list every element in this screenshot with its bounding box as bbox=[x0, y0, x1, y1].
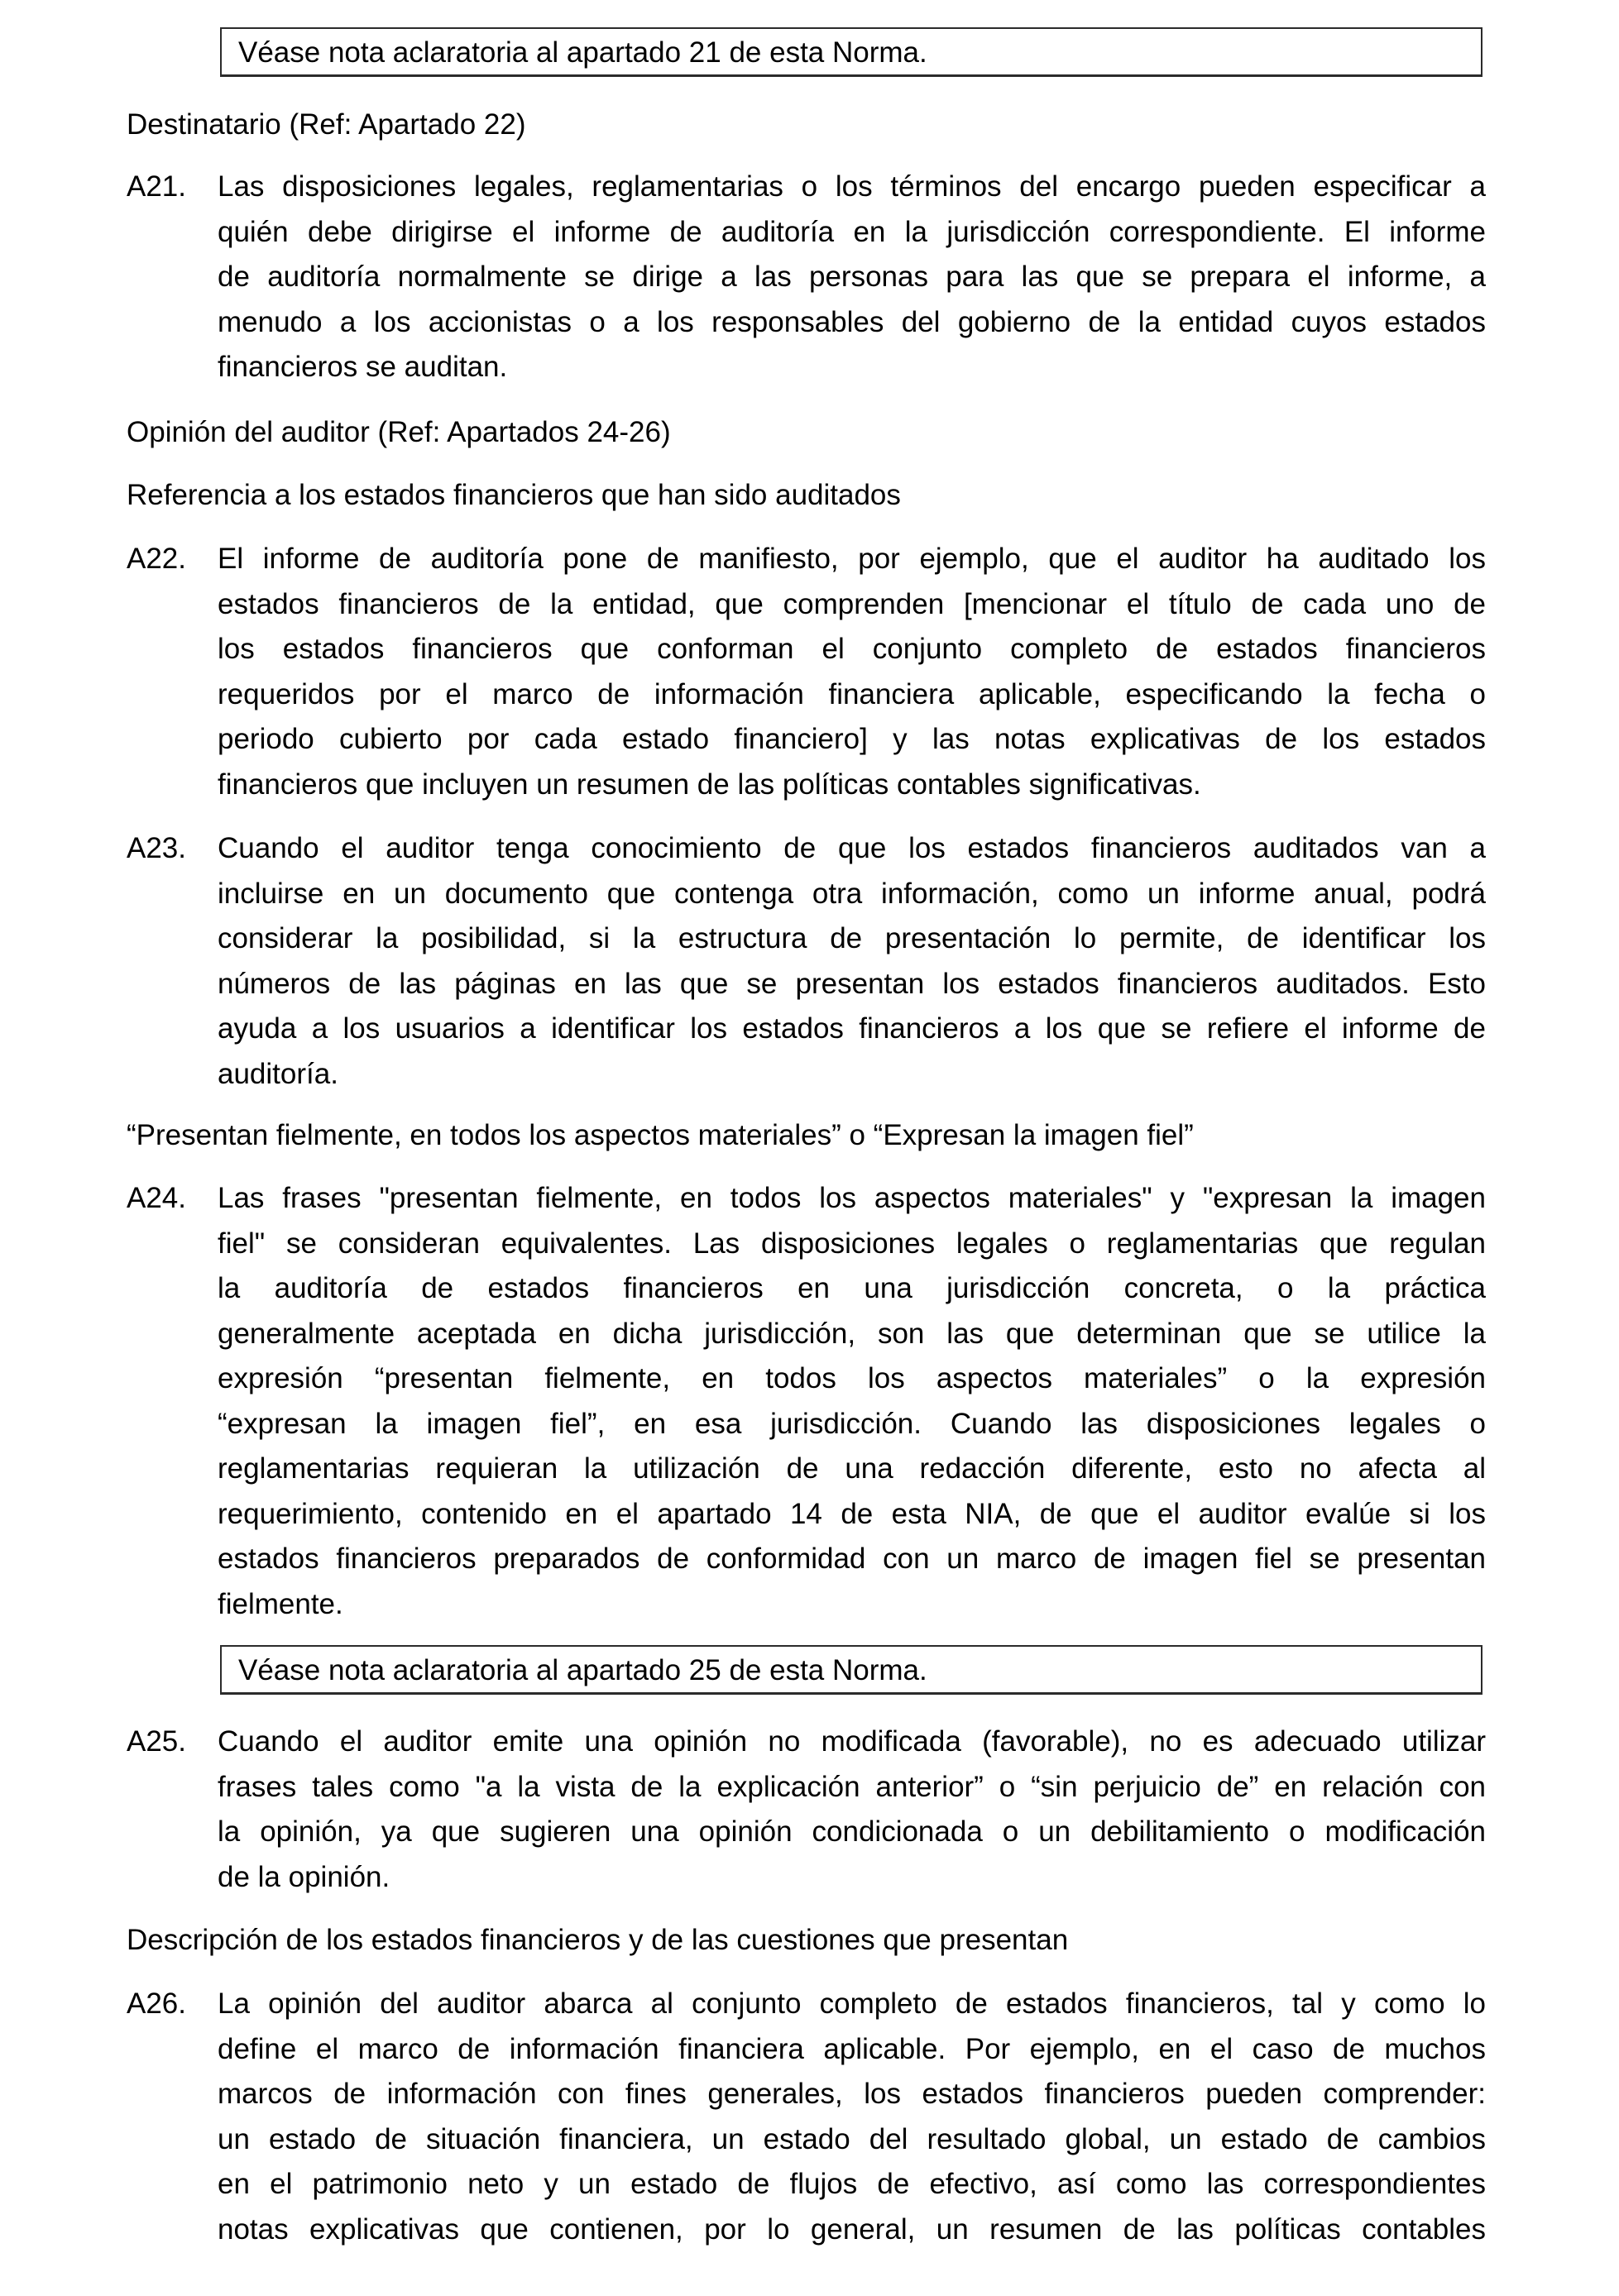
note-box-apartado-25 bbox=[220, 1645, 1482, 1695]
text-line: auditoría. bbox=[218, 1057, 338, 1090]
text-line: Las frases "presentan fielmente, en todos los aspectos materiales" y "expresan la imagen bbox=[218, 1182, 1486, 1214]
text-line: considerar la posibilidad, si la estructura de presentación lo permite, de identificar los bbox=[218, 922, 1486, 954]
text-line: notas explicativas que contienen, por lo general, un resumen de las políticas contables bbox=[218, 2212, 1486, 2246]
text-line: quién debe dirigirse el informe de auditoría en la jurisdicción correspondiente. El informe bbox=[218, 215, 1486, 248]
paragraph-number: A21. bbox=[127, 170, 186, 203]
heading-descripcion: Descripción de los estados financieros y de las cuestiones que presentan bbox=[127, 1924, 1069, 1956]
paragraph-body bbox=[218, 1176, 1486, 1627]
paragraph-number: A25. bbox=[127, 1725, 186, 1758]
text-line: de la opinión. bbox=[218, 1860, 390, 1893]
paragraph-number: A23. bbox=[127, 832, 186, 864]
text-line: ayuda a los usuarios a identificar los estados financieros a los que se refiere el informe de bbox=[218, 1012, 1486, 1045]
text-line: fielmente. bbox=[218, 1587, 343, 1620]
text-line: estados financieros preparados de conformidad con un marco de imagen fiel se presentan bbox=[218, 1543, 1486, 1575]
text-line: define el marco de información financiera aplicable. Por ejemplo, en el caso de muchos bbox=[218, 2032, 1486, 2065]
text-line: números de las páginas en las que se presentan los estados financieros auditados. Esto bbox=[218, 967, 1486, 1000]
text-line: El informe de auditoría pone de manifiesto, por ejemplo, que el auditor ha auditado los bbox=[218, 543, 1486, 575]
paragraph-body bbox=[218, 826, 1486, 1097]
text-line: “expresan la imagen fiel”, en esa jurisdicción. Cuando las disposiciones legales o bbox=[218, 1407, 1486, 1440]
text-line: estados financieros de la entidad, que comprenden [mencionar el título de cada uno de bbox=[218, 587, 1486, 620]
text-line: requeridos por el marco de información financiera aplicable, especificando la fecha o bbox=[218, 677, 1486, 710]
paragraph-number: A26. bbox=[127, 1987, 186, 2020]
text-line: financieros que incluyen un resumen de las políticas contables significativas. bbox=[218, 768, 1201, 801]
text-line: Cuando el auditor emite una opinión no modificada (favorable), no es adecuado utilizar bbox=[218, 1725, 1486, 1758]
heading-destinatario: Destinatario (Ref: Apartado 22) bbox=[127, 108, 526, 141]
text-line: periodo cubierto por cada estado financiero] y las notas explicativas de los estados bbox=[218, 723, 1486, 755]
paragraph-number: A24. bbox=[127, 1182, 186, 1214]
text-line: reglamentarias requieran la utilización de una redacción diferente, esto no afecta al bbox=[218, 1452, 1486, 1485]
text-line: menudo a los accionistas o a los responsables del gobierno de la entidad cuyos estados bbox=[218, 305, 1486, 338]
text-line: Las disposiciones legales, reglamentarias o los términos del encargo pueden especificar a bbox=[218, 170, 1486, 203]
text-line: fiel" se consideran equivalentes. Las disposiciones legales o reglamentarias que regulan bbox=[218, 1227, 1486, 1260]
paragraph-body bbox=[218, 1720, 1486, 1900]
paragraph-number: A22. bbox=[127, 543, 186, 575]
text-line: Cuando el auditor tenga conocimiento de que los estados financieros auditados van a bbox=[218, 832, 1486, 864]
text-line: incluirse en un documento que contenga otra información, como un informe anual, podrá bbox=[218, 877, 1486, 910]
text-line: la auditoría de estados financieros en una jurisdicción concreta, o la práctica bbox=[218, 1272, 1486, 1304]
text-line: los estados financieros que conforman el conjunto completo de estados financieros bbox=[218, 633, 1486, 665]
text-line: expresión “presentan fielmente, en todos los aspectos materiales” o la expresión bbox=[218, 1362, 1486, 1394]
text-line: requerimiento, contenido en el apartado 14 de esta NIA, de que el auditor evalúe si los bbox=[218, 1497, 1486, 1530]
paragraph-body bbox=[218, 537, 1486, 807]
text-line: un estado de situación financiera, un estado del resultado global, un estado de cambios bbox=[218, 2122, 1486, 2155]
paragraph-body bbox=[218, 1982, 1486, 2252]
heading-opinion: Opinión del auditor (Ref: Apartados 24-26) bbox=[127, 416, 671, 448]
text-line: La opinión del auditor abarca al conjunto completo de estados financieros, tal y como lo bbox=[218, 1987, 1486, 2020]
note-text: Véase nota aclaratoria al apartado 25 de esta Norma. bbox=[238, 1654, 927, 1686]
text-line: financieros se auditan. bbox=[218, 351, 508, 383]
text-line: marcos de información con fines generales, los estados financieros pueden comprender: bbox=[218, 2078, 1486, 2110]
text-line: frases tales como "a la vista de la explicación anterior” o “sin perjuicio de” en relación con bbox=[218, 1770, 1486, 1803]
text-line: la opinión, ya que sugieren una opinión condicionada o un debilitamiento o modificación bbox=[218, 1815, 1486, 1848]
text-line: de auditoría normalmente se dirige a las personas para las que se prepara el informe, a bbox=[218, 261, 1486, 293]
note-box-apartado-21 bbox=[220, 27, 1482, 77]
note-text: Véase nota aclaratoria al apartado 21 de esta Norma. bbox=[238, 36, 927, 69]
heading-presentan-fielmente: “Presentan fielmente, en todos los aspectos materiales” o “Expresan la imagen fiel” bbox=[127, 1119, 1194, 1151]
heading-referencia: Referencia a los estados financieros que han sido auditados bbox=[127, 479, 901, 511]
text-line: en el patrimonio neto y un estado de flujos de efectivo, así como las correspondientes bbox=[218, 2168, 1486, 2200]
text-line: generalmente aceptada en dicha jurisdicción, son las que determinan que se utilice la bbox=[218, 1317, 1486, 1350]
paragraph-body bbox=[218, 165, 1486, 390]
